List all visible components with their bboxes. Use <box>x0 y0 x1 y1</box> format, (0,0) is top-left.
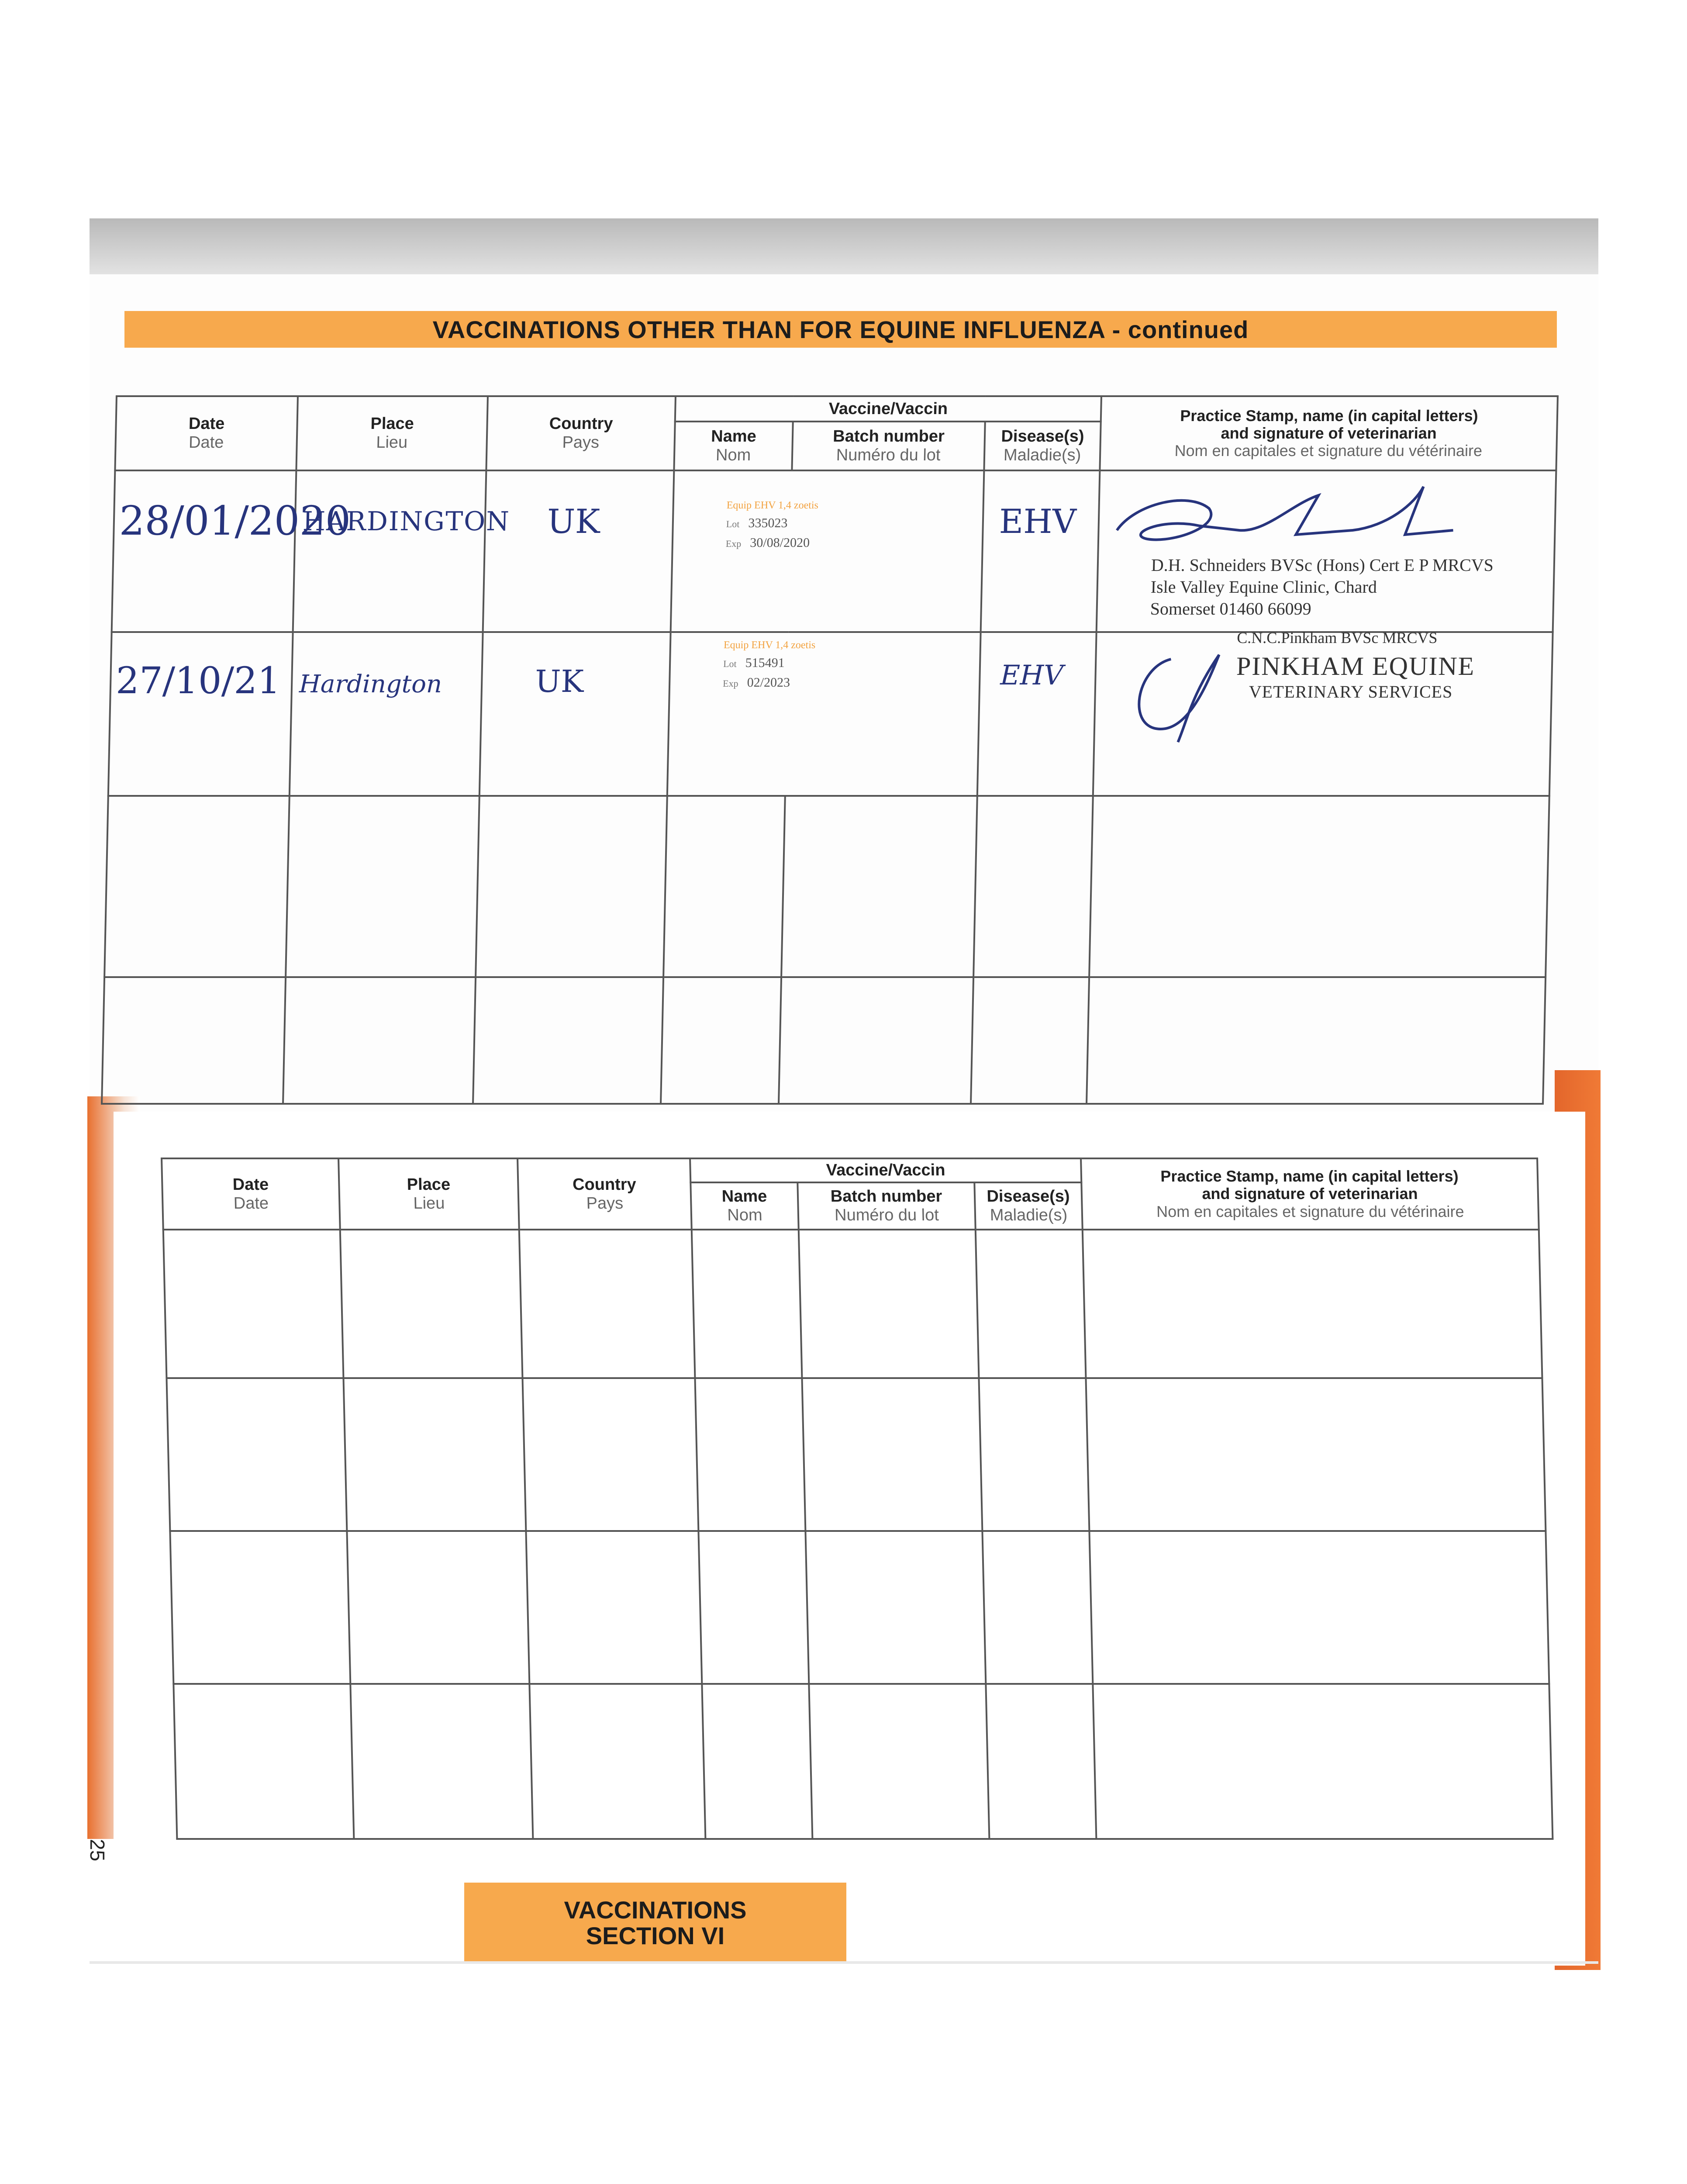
header-disease: Disease(s) Maladie(s) <box>974 1182 1082 1230</box>
entry-place: Hardington <box>299 670 442 698</box>
header-practice-stamp: Practice Stamp, name (in capital letters) and signature of veterinarian Nom en capitales et signature du vétérinaire <box>1100 396 1558 470</box>
entry-disease: EHV <box>999 502 1077 541</box>
entry-place-cell <box>293 470 511 632</box>
vaccination-table-top <box>101 395 1559 1105</box>
header-date: Date Date <box>115 396 298 470</box>
expiry-date: 02/2023 <box>747 675 790 690</box>
entry-date: 28/01/2020 <box>118 498 352 544</box>
page-number: 25 <box>86 1839 109 1862</box>
entry-country-cell <box>480 632 671 796</box>
vaccine-sticker: Equip EHV 1,4 zoetis Lot 515491 Exp 02/2023 <box>705 637 1015 692</box>
table-row <box>108 632 1553 796</box>
table-row <box>104 796 1549 977</box>
header-batch: Batch number Numéro du lot <box>792 422 985 470</box>
entry-practice-cell <box>1097 470 1556 632</box>
vaccine-brand: Equip EHV 1,4 zoetis <box>723 639 816 651</box>
batch-number: 515491 <box>745 656 785 670</box>
page-bottom-rule <box>90 1961 1598 1964</box>
header-vaccine-group: Vaccine/Vaccin <box>675 396 1101 422</box>
entry-vaccine-stamp-cell <box>667 632 981 796</box>
header-place: Place Lieu <box>338 1158 519 1230</box>
expiry-date: 30/08/2020 <box>750 536 810 550</box>
entry-country: UK <box>547 502 600 541</box>
table-row <box>173 1684 1552 1839</box>
header-date: Date Date <box>162 1158 340 1230</box>
header-practice-stamp: Practice Stamp, name (in capital letters) and signature of veterinarian Nom en capitales et signature du vétérinaire <box>1081 1158 1539 1230</box>
practice-stamp: C.N.C.Pinkham BVSc MRCVS PINKHAM EQUINE VETERINARY SERVICES <box>1236 629 1476 702</box>
entry-disease-cell <box>977 632 1097 796</box>
entry-date-cell <box>108 632 293 796</box>
page-shadow <box>90 218 1598 275</box>
entry-place-cell <box>290 632 483 796</box>
entry-disease-cell <box>981 470 1100 632</box>
entry-vaccine-stamp-cell <box>671 470 984 632</box>
entry-country-cell <box>483 470 674 632</box>
header-batch: Batch number Numéro du lot <box>797 1182 975 1230</box>
header-name: Name Nom <box>674 422 793 470</box>
entry-country: UK <box>535 663 584 699</box>
section-banner <box>124 311 1557 348</box>
header-vaccine-group: Vaccine/Vaccin <box>690 1158 1081 1182</box>
banner-title: VACCINATIONS OTHER THAN FOR EQUINE INFLUENZA - continued <box>432 315 1249 343</box>
vaccine-sticker: Equip EHV 1,4 zoetis Lot 335023 Exp 30/08/2020 <box>708 498 1018 553</box>
entry-disease: EHV <box>1000 659 1064 691</box>
table-row <box>170 1531 1549 1684</box>
header-disease: Disease(s) Maladie(s) <box>984 422 1101 470</box>
header-name: Name Nom <box>690 1182 798 1230</box>
section-tab: VACCINATIONS SECTION VI <box>464 1883 846 1963</box>
batch-number: 335023 <box>748 516 788 530</box>
header-place: Place Lieu <box>296 396 488 470</box>
vaccine-brand: Equip EHV 1,4 zoetis <box>726 500 819 511</box>
practice-stamp: D.H. Schneiders BVSc (Hons) Cert E P MRCVS Isle Valley Equine Clinic, Chard Somerset 01460 66099 <box>1150 555 1494 619</box>
vet-signature <box>1117 642 1250 755</box>
entry-date-cell <box>112 470 352 632</box>
table-row <box>112 470 1556 632</box>
vet-signature <box>1107 478 1485 552</box>
entry-place: HARDINGTON <box>302 506 511 537</box>
table-row <box>102 977 1546 1104</box>
header-country: Country Pays <box>517 1158 692 1230</box>
table-row <box>163 1230 1542 1378</box>
header-country: Country Pays <box>486 396 676 470</box>
vaccination-table-bottom <box>161 1158 1553 1840</box>
entry-date: 27/10/21 <box>115 659 281 702</box>
entry-practice-cell <box>1093 629 1553 796</box>
table-row <box>166 1378 1546 1531</box>
